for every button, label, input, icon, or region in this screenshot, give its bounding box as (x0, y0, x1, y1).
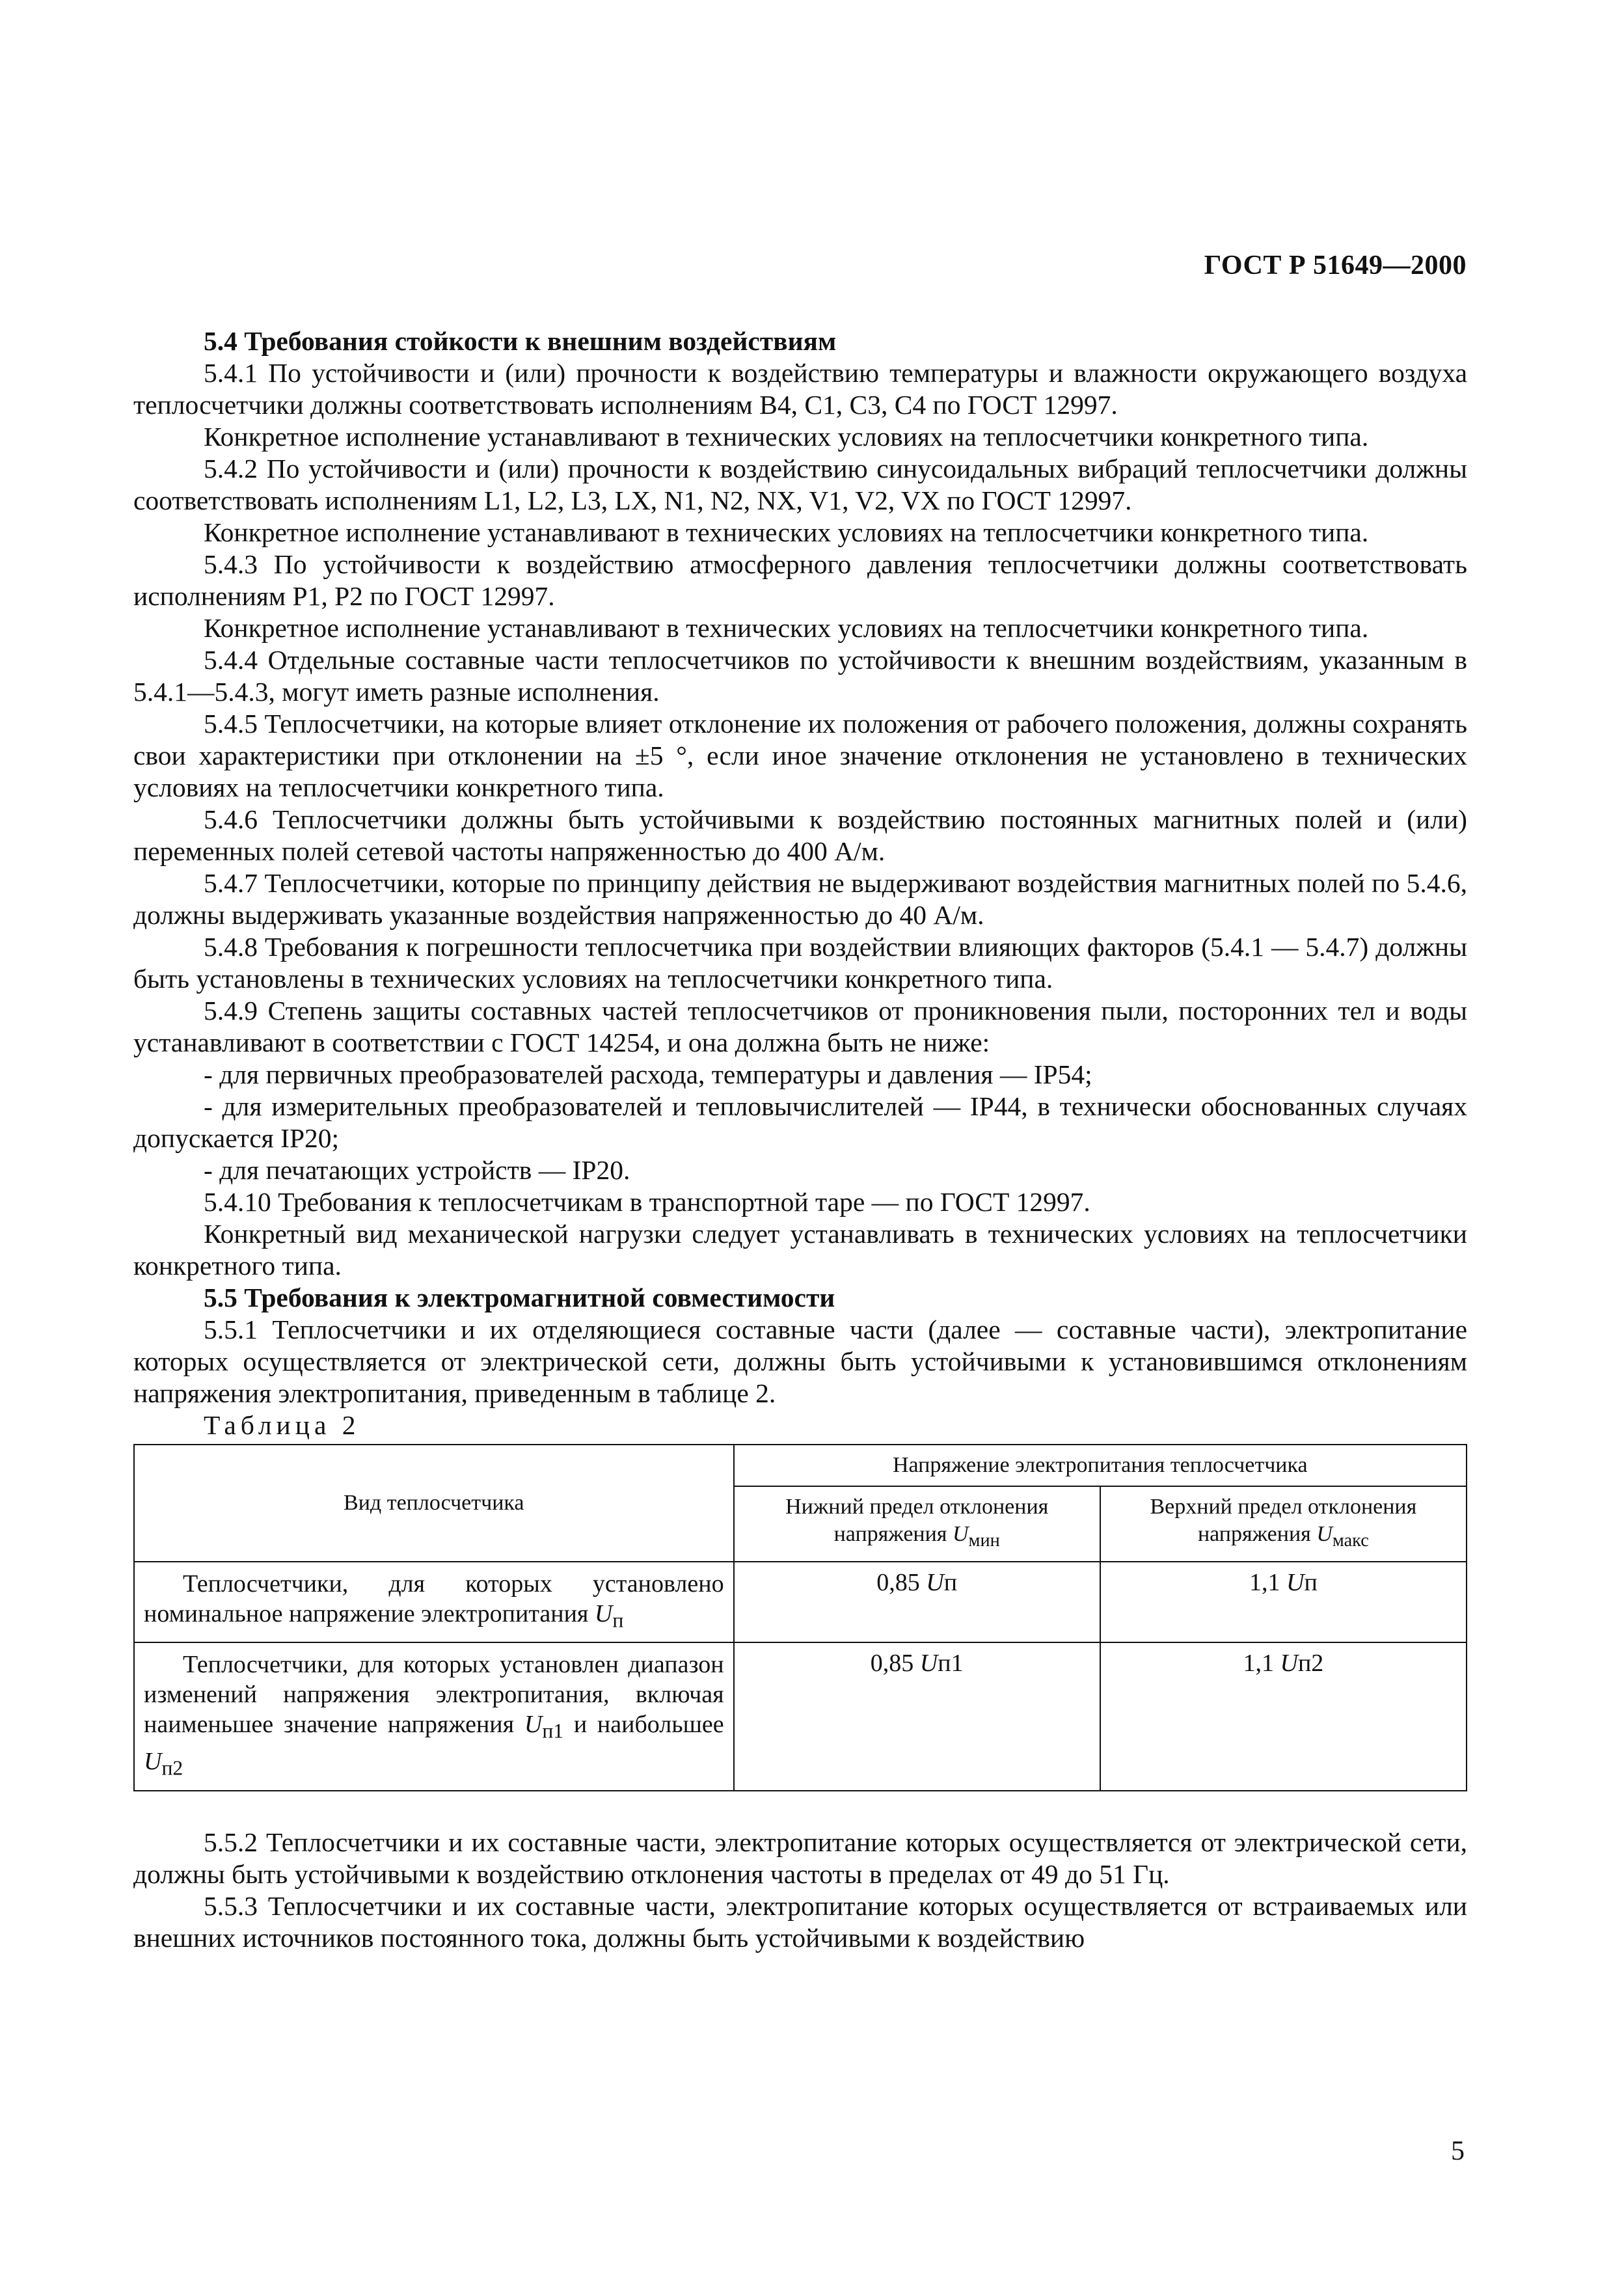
symbol: U (1316, 1522, 1333, 1546)
paragraph-5-4-1: 5.4.1 По устойчивости и (или) прочности к воздействию температуры и влажности окружающего воздуха теплосчетчики должны соответствовать исполнениям В4, С1, С3, С4 по ГОСТ 12997. (133, 358, 1467, 420)
value: 1,1 (1243, 1650, 1274, 1678)
symbol: U (524, 1711, 543, 1739)
paragraph-5-4-7: 5.4.7 Теплосчетчики, которые по принципу действия не выдерживают воздействия магнитных полей по 5.4.6, должны выдерживать указанные воздействия напряженностью до 40 А/м. (133, 868, 1467, 930)
paragraph-5-4-9: 5.4.9 Степень защиты составных частей теплосчетчиков от проникновения пыли, посторонних тел и воды устанавливают в соответствии с ГОСТ 14254, и она должна быть не ниже: (133, 996, 1467, 1057)
paragraph-5-4-10-note: Конкретный вид механической нагрузки следует устанавливать в технических условиях на теплосчетчики конкретного типа. (133, 1219, 1467, 1281)
table-2 (133, 1444, 1467, 1791)
row-label: Теплосчетчики, для которых установлено номинальное напряжение электропитания (144, 1570, 724, 1627)
value: 0,85 (876, 1568, 920, 1596)
subscript: п1 (938, 1650, 964, 1678)
table-cell (734, 1642, 1100, 1790)
paragraph-5-4-3-note: Конкретное исполнение устанавливают в технических условиях на теплосчетчики конкретного типа. (204, 613, 1369, 643)
subscript: макс (1332, 1530, 1369, 1551)
header-label: Верхний предел отклонения напряжения (1150, 1495, 1417, 1546)
row-label: Теплосчетчики, для которых установлен диапазон изменений напряжения электропитания, включая наименьшее значение напряжения (144, 1651, 724, 1739)
section-5-5-title: 5.5 Требования к электромагнитной совместимости (204, 1283, 835, 1312)
table-cell (734, 1562, 1100, 1643)
subscript: п2 (161, 1756, 183, 1780)
table-row (134, 1642, 1467, 1790)
symbol: U (952, 1522, 969, 1546)
symbol: U (926, 1568, 944, 1596)
paragraph-5-4-4: 5.4.4 Отдельные составные части теплосчетчиков по устойчивости к внешним воздействиям, указанным в 5.4.1—5.4.3, могут иметь разные исполнения. (133, 645, 1467, 707)
paragraph-5-4-3: 5.4.3 По устойчивости к воздействию атмосферного давления теплосчетчики должны соответствовать исполнениям Р1, Р2 по ГОСТ 12997. (133, 549, 1467, 611)
page-number: 5 (1451, 2136, 1465, 2166)
paragraph-5-4-1-note: Конкретное исполнение устанавливают в технических условиях на теплосчетчики конкретного типа. (204, 422, 1369, 452)
symbol: U (919, 1650, 938, 1678)
symbol: U (144, 1747, 162, 1775)
paragraph-5-5-1: 5.5.1 Теплосчетчики и их отделяющиеся составные части (далее — составные части), электропитание которых осуществляется от электрической сети, должны быть устойчивыми к установившимся отклонениям напряжения электропитания, приведенным в таблице 2. (133, 1314, 1467, 1408)
subscript: п1 (542, 1719, 564, 1743)
paragraph-5-4-2: 5.4.2 По устойчивости и (или) прочности к воздействию синусоидальных вибраций теплосчетчики должны соответствовать исполнениям L1, L2, L3, LX, N1, N2, NX, V1, V2, VX по ГОСТ 12997. (133, 454, 1467, 515)
header-cell-upper-limit (1100, 1486, 1467, 1562)
list-item: - для первичных преобразователей расхода, температуры и давления — IP54; (204, 1059, 1092, 1089)
subscript: мин (968, 1530, 1000, 1551)
table-cell (1100, 1642, 1467, 1790)
subscript: п (612, 1609, 624, 1632)
document-code: ГОСТ Р 51649—2000 (1204, 251, 1467, 280)
symbol: U (1286, 1568, 1305, 1596)
symbol: U (1280, 1650, 1298, 1678)
paragraph-5-5-3: 5.5.3 Теплосчетчики и их составные части, электропитание которых осуществляется от встраиваемых или внешних источников постоянного тока, должны быть устойчивыми к воздействию (133, 1890, 1467, 1953)
list-item: - для печатающих устройств — IP20. (204, 1155, 630, 1185)
paragraph-5-4-8: 5.4.8 Требования к погрешности теплосчетчика при воздействии влияющих факторов (5.4.1 — 5.4.7) должны быть установлены в технических условиях на теплосчетчики конкретного типа. (133, 932, 1467, 994)
subscript: п2 (1297, 1650, 1324, 1678)
header-cell-type: Вид теплосчетчика (134, 1445, 734, 1562)
subscript: п (1304, 1568, 1318, 1596)
header-label: Нижний предел отклонения напряжения (785, 1495, 1049, 1546)
paragraph-5-5-2: 5.5.2 Теплосчетчики и их составные части, электропитание которых осуществляется от электрической сети, должны быть устойчивыми к воздействию отклонения частоты в пределах от 49 до 51 Гц. (133, 1827, 1467, 1889)
table-caption: Таблица 2 (204, 1410, 360, 1440)
paragraph-5-4-6: 5.4.6 Теплосчетчики должны быть устойчивыми к воздействию постоянных магнитных полей и (или) переменных полей сетевой частоты напряженностью до 400 А/м. (133, 804, 1467, 866)
table-header-row (134, 1445, 1467, 1486)
paragraph-5-4-2-note: Конкретное исполнение устанавливают в технических условиях на теплосчетчики конкретного типа. (204, 517, 1369, 547)
value: 1,1 (1249, 1568, 1280, 1596)
paragraph-5-4-10: 5.4.10 Требования к теплосчетчикам в транспортной таре — по ГОСТ 12997. (204, 1187, 1090, 1217)
table-cell (1100, 1562, 1467, 1643)
paragraph-5-4-5: 5.4.5 Теплосчетчики, на которые влияет отклонение их положения от рабочего положения, должны сохранять свои характеристики при отклонении на ±5 °, если иное значение отклонения не установлено в технических условиях на теплосчетчики конкретного типа. (133, 709, 1467, 802)
table-row (134, 1562, 1467, 1643)
subscript: п (943, 1568, 958, 1596)
value: 0,85 (870, 1650, 914, 1678)
list-item: - для измерительных преобразователей и тепловычислителей — IP44, в технически обоснованных случаях допускается IP20; (133, 1091, 1467, 1153)
table-cell (134, 1642, 734, 1790)
header-cell-voltage: Напряжение электропитания теплосчетчика (734, 1445, 1467, 1486)
table-cell (134, 1562, 734, 1643)
row-label-conjunction: и наибольшее (573, 1711, 724, 1739)
header-cell-lower-limit (734, 1486, 1100, 1562)
page-body (133, 325, 1467, 1954)
symbol: U (594, 1599, 613, 1627)
section-5-4-title: 5.4 Требования стойкости к внешним воздействиям (204, 326, 837, 356)
